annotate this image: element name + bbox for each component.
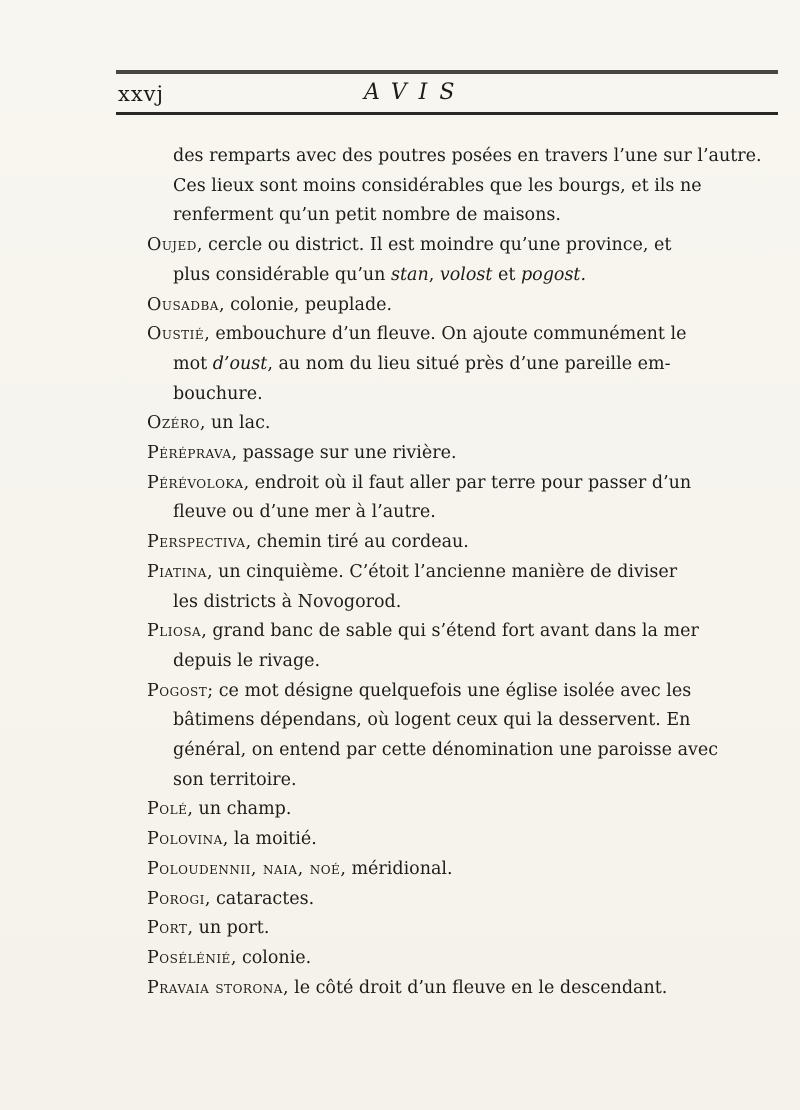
entry-term: Oujed (147, 235, 197, 256)
entry-term: Ousadba (147, 294, 219, 315)
continuation-line (147, 588, 787, 618)
line-text: , le côté droit d’un fleuve en le descendant. (282, 977, 668, 998)
line-text: , grand banc de sable qui s’étend fort avant dans la mer (201, 621, 699, 642)
entry-term: Porogi (147, 888, 205, 909)
continuation-line (147, 736, 787, 766)
entry-line (147, 558, 787, 588)
entry-term: Posélénié (147, 947, 231, 968)
line-text: , chemin tiré au cordeau. (245, 532, 469, 553)
entry-term: Oustié (147, 324, 205, 345)
line-text: , (428, 264, 440, 285)
continuation-line (147, 172, 787, 202)
italic-term: pogost. (520, 264, 587, 285)
entry-term: Polovina (147, 829, 223, 850)
continuation-line (147, 498, 787, 528)
entry-line (147, 320, 787, 350)
continuation-line (147, 706, 787, 736)
continuation-line (147, 201, 787, 231)
entry-line (147, 914, 787, 944)
entry-line (147, 855, 787, 885)
line-text: plus considérable qu’un (173, 264, 392, 285)
line-text: , un champ. (187, 799, 292, 820)
continuation-line (147, 647, 787, 677)
line-text: , un cinquième. C’étoit l’ancienne manière de diviser (206, 561, 678, 582)
entry-line (147, 974, 787, 1004)
page-number: xxvj (118, 82, 165, 106)
entry-line (147, 469, 787, 499)
entry-term: Port (147, 918, 188, 939)
italic-term: d’oust (212, 353, 268, 374)
line-text: , passage sur une rivière. (231, 443, 457, 464)
continuation-line (147, 350, 787, 380)
line-text: bouchure. (173, 383, 263, 404)
entry-term: Pliosa (147, 621, 202, 642)
continuation-line (147, 261, 787, 291)
header-top-rule (116, 70, 778, 74)
line-text: , un lac. (199, 413, 271, 434)
continuation-line (147, 380, 787, 410)
line-text: , un port. (187, 918, 270, 939)
line-text: général, on entend par cette dénomination une paroisse avec (173, 740, 719, 761)
entry-line (147, 885, 787, 915)
entry-line (147, 795, 787, 825)
entry-term: Pérévoloka (147, 472, 244, 493)
entry-line (147, 617, 787, 647)
entry-term: Pogost (147, 680, 208, 701)
line-text: ; ce mot désigne quelquefois une église isolée avec les (207, 680, 692, 701)
line-text: , au nom du lieu situé près d’une pareille em- (267, 353, 671, 374)
entry-line (147, 291, 787, 321)
line-text: les districts à Novogorod. (173, 591, 402, 612)
line-text: renferment qu’un petit nombre de maisons. (173, 205, 561, 226)
line-text: , colonie. (230, 947, 312, 968)
line-text: , méridional. (340, 858, 453, 879)
line-text: , embouchure d’un fleuve. On ajoute communément le (204, 324, 687, 345)
entry-line (147, 231, 787, 261)
entry-term: Polé (147, 799, 188, 820)
continuation-line (147, 142, 787, 172)
line-text: , la moitié. (222, 829, 317, 850)
entry-line (147, 409, 787, 439)
line-text: des remparts avec des poutres posées en travers l’une sur l’autre. (173, 146, 762, 166)
line-text: , colonie, peuplade. (218, 294, 393, 315)
entry-line (147, 825, 787, 855)
line-text: , cataractes. (204, 888, 315, 909)
line-text: , cercle ou district. Il est moindre qu’une province, et (196, 235, 672, 256)
continuation-line (147, 766, 787, 796)
italic-term: volost (439, 264, 493, 285)
line-text: mot (173, 353, 213, 374)
line-text: et (492, 264, 521, 285)
line-text: , endroit où il faut aller par terre pour passer d’un (243, 472, 692, 493)
entry-term: Poloudennii, naia, noé (147, 858, 341, 879)
entry-term: Ozéro (147, 413, 200, 434)
line-text: bâtimens dépendans, où logent ceux qui la desservent. En (173, 710, 691, 731)
line-text: depuis le rivage. (173, 650, 321, 671)
entry-term: Piatina (147, 561, 207, 582)
entry-line (147, 677, 787, 707)
italic-term: stan (391, 264, 429, 285)
header-bottom-rule (116, 112, 778, 115)
entry-line (147, 944, 787, 974)
entry-term: Pravaia storona (147, 977, 283, 998)
line-text: Ces lieux sont moins considérables que les bourgs, et ils ne (173, 175, 702, 196)
entry-line (147, 528, 787, 558)
entry-line (147, 439, 787, 469)
running-title: AVIS (364, 80, 467, 105)
entry-term: Perspectiva (147, 532, 246, 553)
entry-term: Péréprava (147, 443, 232, 464)
glossary-text (147, 142, 787, 1003)
line-text: fleuve ou d’une mer à l’autre. (173, 502, 436, 523)
line-text: son territoire. (173, 769, 297, 790)
